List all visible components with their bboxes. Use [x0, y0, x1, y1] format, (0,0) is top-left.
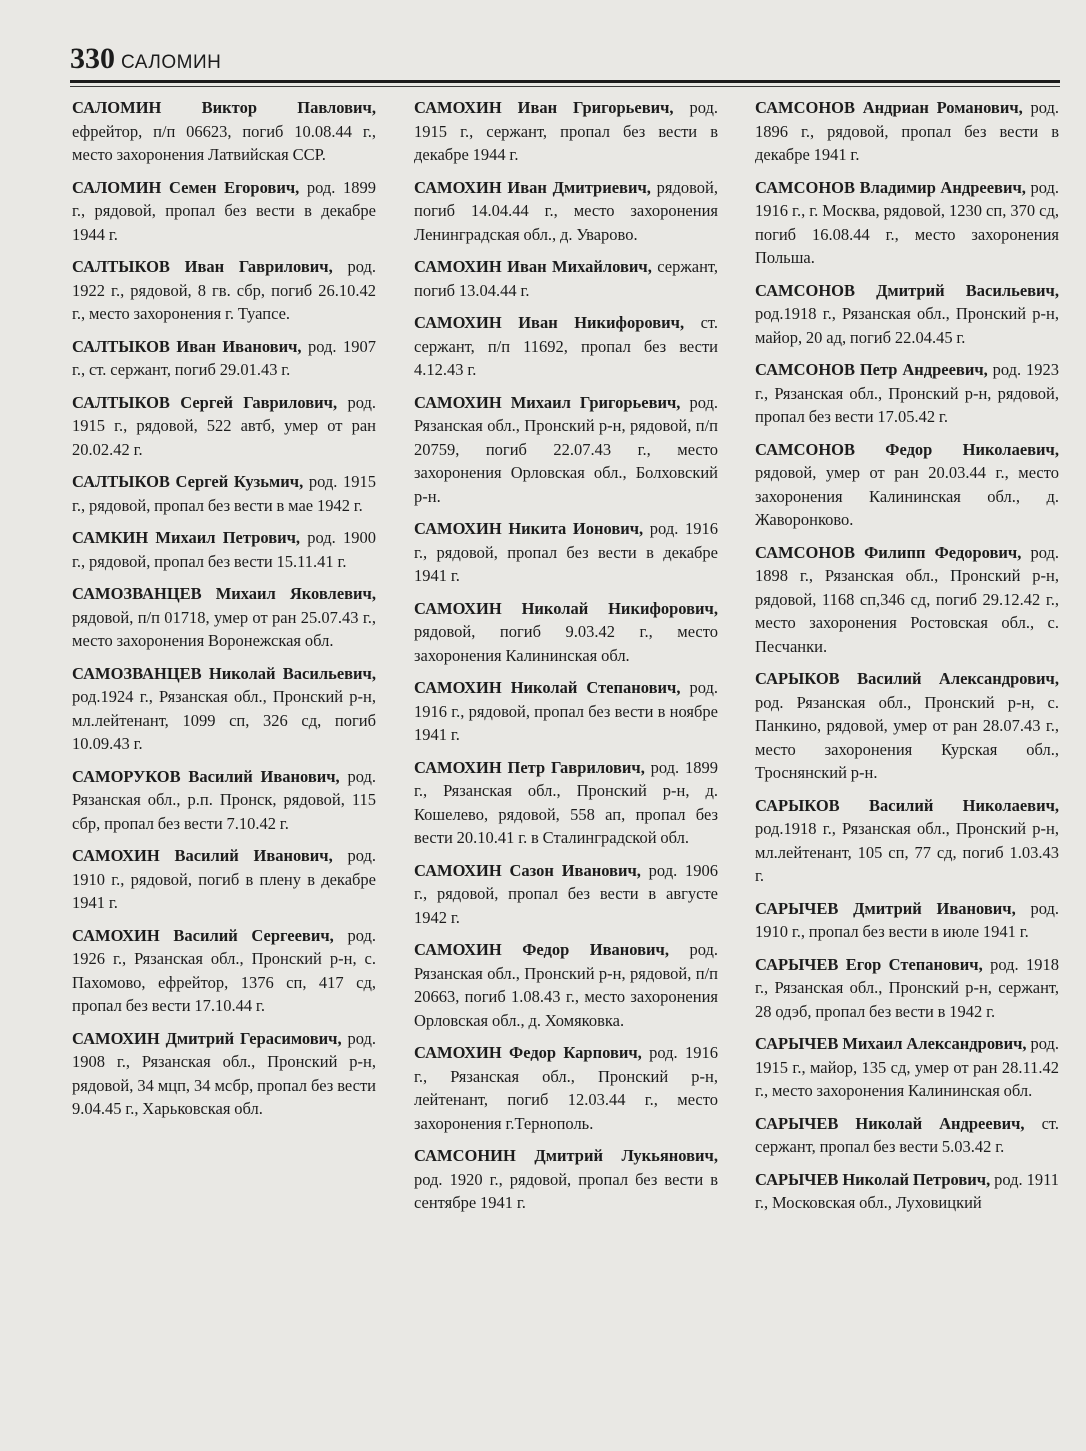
entry-details: рядовой, умер от ран 20.03.44 г., место захоронения Калининская обл., д. Жаворонково.	[755, 463, 1059, 529]
entry-name: САРЫЧЕВ Михаил Александрович,	[755, 1034, 1027, 1053]
entry-details: род.1918 г., Рязанская обл., Пронский р-н, мл.лейтенант, 105 сп, 77 сд, погиб 1.03.43 г.	[755, 819, 1059, 885]
entry-details: род. 1915 г., сержант, пропал без вести в декабре 1944 г.	[414, 98, 718, 164]
register-entry	[755, 1032, 1059, 1103]
entry-name: САЛТЫКОВ Сергей Кузьмич,	[72, 472, 304, 491]
register-entry	[755, 358, 1059, 429]
page-number: 330	[70, 42, 115, 75]
register-entry	[72, 96, 376, 167]
entry-name: САМОХИН Василий Иванович,	[72, 846, 333, 865]
entry-name: САЛТЫКОВ Иван Гаврилович,	[72, 257, 333, 276]
entry-name: САМОХИН Иван Григорьевич,	[414, 98, 674, 117]
register-entry	[414, 859, 718, 930]
register-entry	[72, 924, 376, 1018]
entry-name: САМОХИН Иван Михайлович,	[414, 257, 652, 276]
entry-name: САРЫКОВ Василий Николаевич,	[755, 795, 1059, 815]
entry-details: род. 1926 г., Рязанская обл., Пронский р-н, с. Пахомово, ефрейтор, 1376 сп, 417 сд, пропал без вести 17.10.44 г.	[72, 925, 377, 1015]
register-entry	[414, 756, 718, 850]
entry-details: рядовой, п/п 01718, умер от ран 25.07.43 г., место захоронения Воронежская обл.	[72, 607, 376, 650]
entry-details: род.1924 г., Рязанская обл., Пронский р-н, мл.лейтенант, 1099 сп, 326 сд, погиб 10.09.43 г.	[72, 687, 376, 753]
entry-name: САМСОНИН Дмитрий Лукьянович,	[414, 1146, 718, 1165]
register-entry	[72, 255, 376, 326]
register-entry	[414, 676, 718, 747]
register-entry	[72, 582, 376, 653]
register-entry	[72, 844, 376, 915]
register-entry	[72, 391, 376, 462]
entry-details: род. 1916 г., Рязанская обл., Пронский р-н, лейтенант, погиб 12.03.44 г., место захоронения г.Тернополь.	[414, 1043, 718, 1133]
entry-name: САМОХИН Михаил Григорьевич,	[414, 392, 681, 412]
register-entry	[72, 470, 376, 517]
text-column-3	[755, 96, 1059, 1224]
entry-name: САМОХИН Федор Иванович,	[414, 940, 669, 959]
entry-name: САМОРУКОВ Василий Иванович,	[72, 766, 340, 786]
entry-details: род. 1899 г., Рязанская обл., Пронский р-н, д. Кошелево, рядовой, 558 ап, пропал без вести 20.10.41 г. в Сталинградской обл.	[414, 757, 718, 847]
entry-details: род. 1906 г., рядовой, пропал без вести в августе 1942 г.	[414, 860, 718, 927]
entry-details: род. 1898 г., Рязанская обл., Пронский р-н, рядовой, 1168 сп,346 сд, погиб 29.12.42 г., место захоронения Ростовская обл., с. Песчанки.	[755, 542, 1059, 656]
entry-name: САМОЗВАНЦЕВ Николай Васильевич,	[72, 663, 376, 683]
entry-name: САРЫЧЕВ Николай Петрович,	[755, 1169, 991, 1189]
entry-details: ефрейтор, п/п 06623, погиб 10.08.44 г., место захоронения Латвийская ССР.	[72, 121, 376, 164]
register-entry	[755, 96, 1059, 167]
register-entry	[755, 1168, 1059, 1215]
entry-details: род. 1908 г., Рязанская обл., Пронский р-н, рядовой, 34 мцп, 34 мсбр, пропал без вести 9.04.45 г., Харьковская обл.	[72, 1028, 376, 1118]
register-entry	[72, 765, 376, 836]
entry-details: род. 1923 г., Рязанская обл., Пронский р-н, рядовой, пропал без вести 17.05.42 г.	[755, 360, 1059, 426]
entry-details: род. 1907 г., ст. сержант, погиб 29.01.43 г.	[72, 336, 376, 379]
register-entry	[414, 176, 718, 247]
register-entry	[755, 541, 1059, 659]
register-entry	[72, 176, 376, 247]
register-entry	[414, 1144, 718, 1215]
entry-details: род. 1916 г., г. Москва, рядовой, 1230 сп, 370 сд, погиб 16.08.44 г., место захоронения Польша.	[755, 177, 1060, 267]
register-entry	[414, 255, 718, 302]
entry-details: род. Рязанская обл., Пронский р-н, с. Панкино, рядовой, умер от ран 28.07.43 г., место захоронения Курская обл., Троснянский р-н.	[755, 692, 1059, 782]
entry-name: САЛОМИН Семен Егорович,	[72, 177, 300, 197]
text-column-2	[414, 96, 718, 1224]
entry-details: род. 1922 г., рядовой, 8 гв. сбр, погиб 26.10.42 г., место захоронения г. Туапсе.	[72, 257, 376, 323]
register-entry	[755, 438, 1059, 532]
entry-details: род. 1916 г., рядовой, пропал без вести в ноябре 1941 г.	[414, 678, 718, 744]
entry-name: САРЫЧЕВ Дмитрий Иванович,	[755, 898, 1016, 918]
register-entry	[414, 517, 718, 588]
page-header	[70, 42, 1060, 76]
register-entry	[414, 938, 718, 1032]
entry-name: САМОХИН Никита Ионович,	[414, 519, 644, 538]
entry-details: род. 1915 г., рядовой, 522 автб, умер от ран 20.02.42 г.	[72, 392, 376, 459]
entry-details: род. Рязанская обл., Пронский р-н, рядовой, п/п 20759, погиб 22.07.43 г., место захоронения Орловская обл., Болховский р-н.	[414, 392, 718, 506]
entry-name: САЛТЫКОВ Иван Иванович,	[72, 336, 302, 356]
entry-details: род. 1911 г., Московская обл., Луховицкий	[755, 1169, 1059, 1212]
entry-name: САМОХИН Иван Никифорович,	[414, 313, 685, 332]
entry-details: род. Рязанская обл., Пронский р-н, рядовой, п/п 20663, погиб 1.08.43 г., место захоронения Орловская обл., д. Хомяковка.	[414, 940, 718, 1030]
header-rule	[70, 80, 1060, 83]
register-entry	[755, 1112, 1059, 1159]
entry-name: САМОХИН Федор Карпович,	[414, 1043, 642, 1062]
header-rule-thin	[70, 86, 1060, 87]
entry-name: САРЫЧЕВ Николай Андреевич,	[755, 1113, 1025, 1133]
register-entry	[755, 279, 1059, 350]
entry-name: САМСОНОВ Владимир Андреевич,	[755, 177, 1026, 197]
register-entry	[414, 1041, 718, 1135]
entry-name: САМСОНОВ Филипп Федорович,	[755, 542, 1022, 562]
register-entry	[72, 526, 376, 573]
entry-name: САМСОНОВ Петр Андреевич,	[755, 360, 988, 379]
entry-details: род. 1915 г., рядовой, пропал без вести в мае 1942 г.	[72, 472, 376, 515]
register-entry	[755, 897, 1059, 944]
entry-details: ст. сержант, пропал без вести 5.03.42 г.	[755, 1113, 1059, 1156]
entry-name: САМОХИН Дмитрий Герасимович,	[72, 1028, 342, 1048]
register-entry	[72, 1027, 376, 1121]
entry-name: САМОЗВАНЦЕВ Михаил Яковлевич,	[72, 584, 376, 603]
entry-details: род. Рязанская обл., р.п. Пронск, рядовой, 115 сбр, пропал без вести 7.10.42 г.	[72, 766, 376, 833]
entry-name: САЛОМИН Виктор Павлович,	[72, 98, 376, 117]
entry-details: рядовой, погиб 14.04.44 г., место захоронения Ленинградская обл., д. Уварово.	[414, 177, 718, 244]
entry-details: род. 1910 г., рядовой, погиб в плену в декабре 1941 г.	[72, 846, 376, 912]
entry-details: род. 1918 г., Рязанская обл., Пронский р-н, сержант, 28 одэб, пропал без вести в 1942 г.	[755, 954, 1059, 1021]
entry-details: род. 1910 г., пропал без вести в июле 1941 г.	[755, 898, 1059, 941]
entry-name: САМКИН Михаил Петрович,	[72, 528, 301, 547]
entry-name: САМОХИН Иван Дмитриевич,	[414, 177, 651, 197]
register-entry	[72, 662, 376, 756]
register-entry	[414, 311, 718, 382]
entry-details: рядовой, погиб 9.03.42 г., место захоронения Калининская обл.	[414, 622, 718, 665]
entry-name: САМСОНОВ Дмитрий Васильевич,	[755, 280, 1059, 300]
register-entry	[72, 335, 376, 382]
entry-name: САМСОНОВ Андриан Романович,	[755, 98, 1023, 117]
entry-name: САМОХИН Петр Гаврилович,	[414, 757, 645, 777]
register-entry	[755, 667, 1059, 785]
entry-details: ст. сержант, п/п 11692, пропал без вести 4.12.43 г.	[414, 313, 719, 379]
entry-name: САЛТЫКОВ Сергей Гаврилович,	[72, 392, 338, 412]
entry-name: САМОХИН Василий Сергеевич,	[72, 925, 334, 945]
entry-name: САМОХИН Николай Никифорович,	[414, 598, 718, 618]
entry-name: САМОХИН Сазон Иванович,	[414, 860, 641, 880]
entry-details: род. 1915 г., майор, 135 сд, умер от ран 28.11.42 г., место захоронения Калининская обл.	[755, 1034, 1059, 1100]
text-column-1	[72, 96, 376, 1130]
entry-name: САМОХИН Николай Степанович,	[414, 678, 681, 697]
entry-details: род. 1896 г., рядовой, пропал без вести в декабре 1941 г.	[755, 98, 1059, 164]
register-entry	[414, 391, 718, 509]
entry-name: САМСОНОВ Федор Николаевич,	[755, 439, 1059, 459]
entry-details: род. 1899 г., рядовой, пропал без вести в декабре 1944 г.	[72, 177, 376, 244]
register-entry	[755, 794, 1059, 888]
register-entry	[755, 176, 1059, 270]
register-entry	[755, 953, 1059, 1024]
entry-details: род. 1920 г., рядовой, пропал без вести в сентябре 1941 г.	[414, 1169, 718, 1212]
register-entry	[414, 96, 718, 167]
entry-details: сержант, погиб 13.04.44 г.	[414, 257, 718, 300]
entry-details: род. 1900 г., рядовой, пропал без вести 15.11.41 г.	[72, 528, 376, 571]
register-entry	[414, 597, 718, 668]
entry-details: род. 1916 г., рядовой, пропал без вести в декабре 1941 г.	[414, 519, 718, 585]
entry-details: род.1918 г., Рязанская обл., Пронский р-н, майор, 20 ад, погиб 22.04.45 г.	[755, 304, 1059, 347]
entry-name: САРЫКОВ Василий Александрович,	[755, 669, 1059, 688]
entry-name: САРЫЧЕВ Егор Степанович,	[755, 954, 983, 974]
running-head: САЛОМИН	[121, 52, 222, 73]
